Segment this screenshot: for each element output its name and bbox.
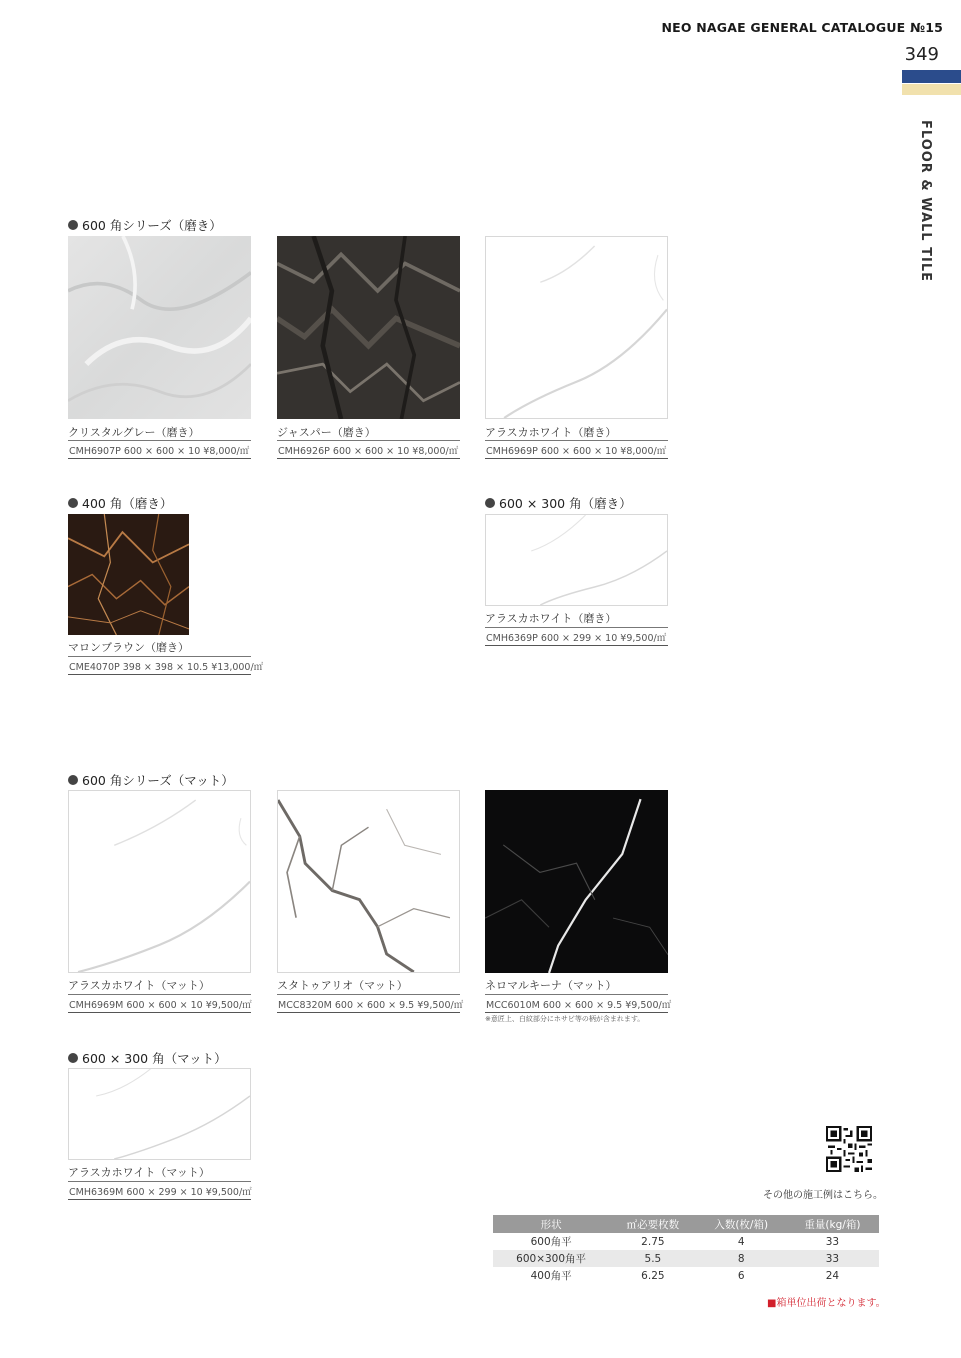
product-spec: CMH6907P 600 × 600 × 10 ¥8,000/㎡ xyxy=(68,440,251,459)
qr-caption: その他の施工例はこちら。 xyxy=(763,1190,883,1201)
page-number: 349 xyxy=(904,44,939,65)
header-cream-bar xyxy=(902,84,961,95)
product-spec: MCC8320M 600 × 600 × 9.5 ¥9,500/㎡ xyxy=(277,994,460,1013)
product-name: アラスカホワイト（磨き） xyxy=(485,426,617,439)
product-name: ジャスパー（磨き） xyxy=(277,426,376,439)
table-cell: 400角平 xyxy=(530,1270,572,1282)
product-spec: CMH6369M 600 × 299 × 10 ¥9,500/㎡ xyxy=(68,1181,251,1200)
table-header-cell: 形状 xyxy=(493,1215,609,1233)
table-header-cell: ㎡必要枚数 xyxy=(609,1215,696,1233)
table-cell: 33 xyxy=(825,1235,840,1248)
table-cell: 24 xyxy=(825,1269,840,1282)
side-category-label: FLOOR & WALL TILE xyxy=(918,120,933,282)
tile-image-nero-marquina-matte[interactable] xyxy=(485,790,668,973)
section-title-400-polished xyxy=(68,494,172,512)
header-blue-bar xyxy=(902,70,961,83)
bullet-dot-icon xyxy=(68,220,78,230)
table-header-cell: 入数(枚/箱) xyxy=(697,1215,786,1233)
tile-image-jasper[interactable] xyxy=(277,236,460,419)
table-header-row xyxy=(493,1215,879,1233)
table-cell: 600角平 xyxy=(530,1236,572,1248)
product-name: クリスタルグレー（磨き） xyxy=(68,426,200,439)
table-cell: 4 xyxy=(737,1235,745,1248)
product-name: ネロマルキーナ（マット） xyxy=(485,979,617,992)
tile-image-alaska-white-polished-600x300[interactable] xyxy=(485,514,668,606)
tile-image-statuario-matte[interactable] xyxy=(277,790,460,973)
product-spec: CMH6926P 600 × 600 × 10 ¥8,000/㎡ xyxy=(277,440,460,459)
table-row xyxy=(493,1233,879,1250)
table-cell: 6 xyxy=(737,1269,745,1282)
tile-image-crystal-grey[interactable] xyxy=(68,236,251,419)
product-name: アラスカホワイト（マット） xyxy=(68,1166,210,1179)
table-cell: 8 xyxy=(697,1250,786,1267)
bullet-dot-icon xyxy=(68,775,78,785)
section-title-600-polished xyxy=(68,216,222,234)
section-title-text: 600 角シリーズ（マット） xyxy=(82,773,234,788)
product-spec: MCC6010M 600 × 600 × 9.5 ¥9,500/㎡ xyxy=(485,994,668,1013)
product-name: マロンブラウン（磨き） xyxy=(68,641,189,654)
section-title-600x300-matte xyxy=(68,1049,227,1067)
product-name: アラスカホワイト（磨き） xyxy=(485,612,617,625)
section-title-600x300-polished xyxy=(485,494,632,512)
section-title-600-matte xyxy=(68,771,234,789)
product-name: スタトゥアリオ（マット） xyxy=(277,979,408,992)
product-spec: CMH6969P 600 × 600 × 10 ¥8,000/㎡ xyxy=(485,440,668,459)
table-cell: 2.75 xyxy=(641,1235,665,1248)
table-cell: 6.25 xyxy=(641,1269,665,1282)
bullet-dot-icon xyxy=(68,498,78,508)
product-spec: CMH6369P 600 × 299 × 10 ¥9,500/㎡ xyxy=(485,627,668,646)
table-row xyxy=(493,1250,879,1267)
section-title-text: 600 × 300 角（磨き） xyxy=(499,496,632,511)
qr-code-icon[interactable] xyxy=(826,1126,872,1172)
table-cell: 5.5 xyxy=(609,1250,696,1267)
bullet-dot-icon xyxy=(68,1053,78,1063)
packaging-spec-table xyxy=(493,1215,879,1284)
product-spec: CME4070P 398 × 398 × 10.5 ¥13,000/㎡ xyxy=(68,656,251,675)
catalogue-title: NEO NAGAE GENERAL CATALOGUE №15 xyxy=(661,20,943,35)
tile-image-alaska-white-polished[interactable] xyxy=(485,236,668,419)
bullet-dot-icon xyxy=(485,498,495,508)
table-row xyxy=(493,1267,879,1284)
table-cell: 600×300角平 xyxy=(493,1250,609,1267)
product-spec: CMH6969M 600 × 600 × 10 ¥9,500/㎡ xyxy=(68,994,251,1013)
table-cell: 33 xyxy=(786,1250,879,1267)
section-title-text: 600 × 300 角（マット） xyxy=(82,1051,227,1066)
table-header-cell: 重量(kg/箱) xyxy=(786,1215,879,1233)
section-title-text: 600 角シリーズ（磨き） xyxy=(82,218,222,233)
product-note: ※意匠上、白紋部分にホサビ等の柄が含まれます。 xyxy=(485,1015,645,1023)
tile-image-alaska-white-matte[interactable] xyxy=(68,790,251,973)
section-title-text: 400 角（磨き） xyxy=(82,496,173,511)
tile-image-marron-brown[interactable] xyxy=(68,514,189,635)
shipping-footnote: ■箱単位出荷となります。 xyxy=(767,1298,886,1309)
tile-image-alaska-white-matte-600x300[interactable] xyxy=(68,1068,251,1160)
product-name: アラスカホワイト（マット） xyxy=(68,979,210,992)
